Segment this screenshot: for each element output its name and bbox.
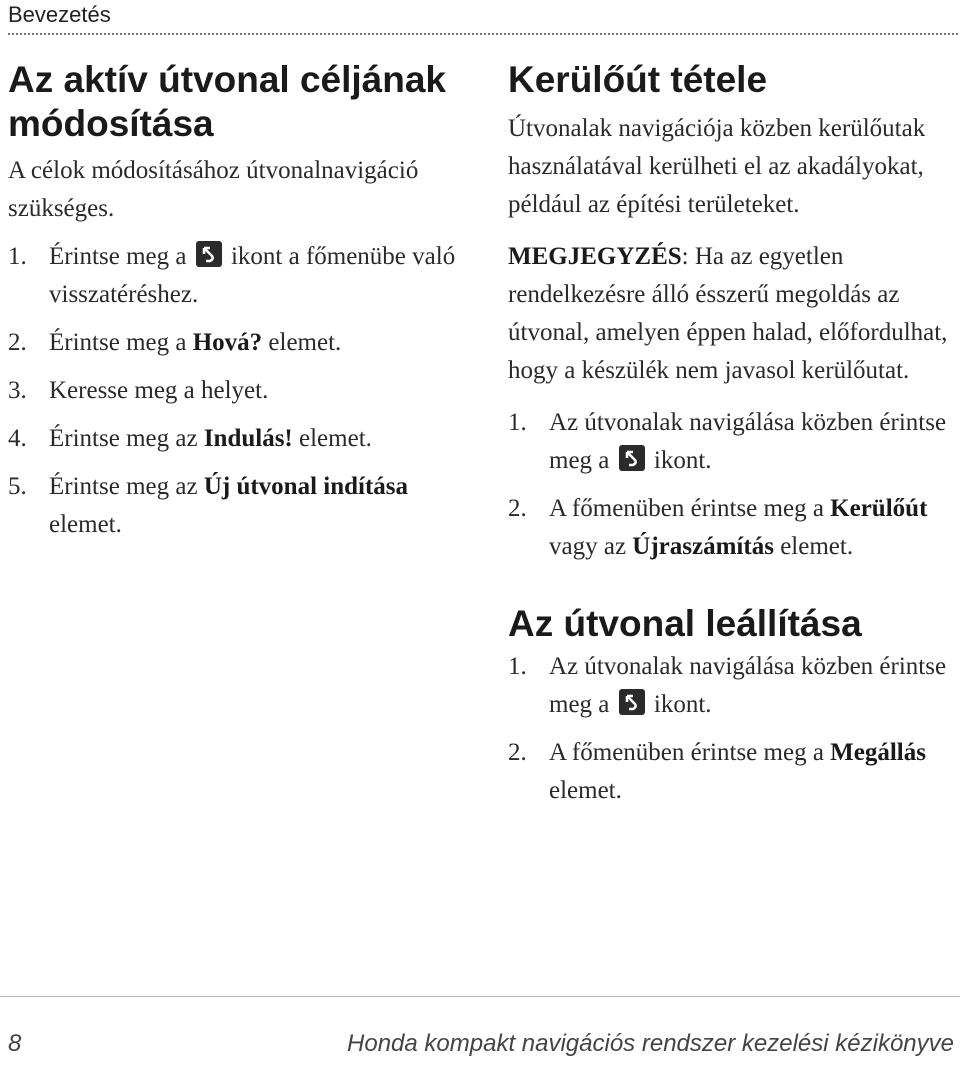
- list-item: 4. Érintse meg az Indulás! elemet.: [8, 425, 372, 452]
- list-item: 1. Az útvonalak navigálása közben érintse meg a ikont.: [508, 409, 947, 474]
- back-arrow-icon: [619, 689, 645, 715]
- section-title-detour: Kerülőút tétele: [508, 59, 768, 100]
- note-paragraph: MEGJEGYZÉS: Ha az egyetlen rendelkezésre álló ésszerű megoldás az útvonal, amelyen éppen halad, előfordulhat, hogy a készülék nem javasol kerülőutat.: [508, 243, 948, 384]
- list-item: 2. A főmenüben érintse meg a Megállás elemet.: [508, 739, 926, 804]
- list-item: 1. Az útvonalak navigálása közben érintse meg a ikont.: [508, 653, 947, 718]
- page-number: 8: [8, 1030, 22, 1057]
- list-item: 2. Érintse meg a Hová? elemet.: [8, 329, 342, 356]
- manual-title: Honda kompakt navigációs rendszer kezelési kézikönyve: [347, 1030, 954, 1057]
- list-item: 3. Keresse meg a helyet.: [8, 377, 269, 404]
- step-list: [8, 238, 468, 544]
- section-header: Bevezetés: [8, 2, 111, 27]
- intro-text: A célok módosításához útvonalnavigáció szükséges.: [8, 157, 419, 222]
- stop-step-list: [508, 648, 948, 810]
- detour-intro-text: Útvonalak navigációja közben kerülőutak használatával kerülheti el az akadályokat, például az építési területeket.: [508, 115, 926, 218]
- list-item: 1. Érintse meg a ikont a főmenübe való visszatéréshez.: [8, 243, 456, 308]
- right-column: [508, 58, 948, 810]
- left-column: [8, 58, 468, 544]
- list-item: 2. A főmenüben érintse meg a Kerülőút vagy az Újraszámítás elemet.: [508, 495, 928, 560]
- section-title-stop-route: Az útvonal leállítása: [508, 603, 862, 644]
- header-divider: [8, 33, 958, 35]
- back-arrow-icon: [196, 241, 222, 267]
- footer-divider: [0, 996, 960, 997]
- detour-step-list: [508, 404, 948, 566]
- back-arrow-icon: [619, 445, 645, 471]
- list-item: 5. Érintse meg az Új útvonal indítása elemet.: [8, 473, 409, 538]
- note-label: MEGJEGYZÉS: [508, 243, 682, 270]
- section-title-change-destination: Az aktív útvonal céljának módosítása: [8, 59, 447, 144]
